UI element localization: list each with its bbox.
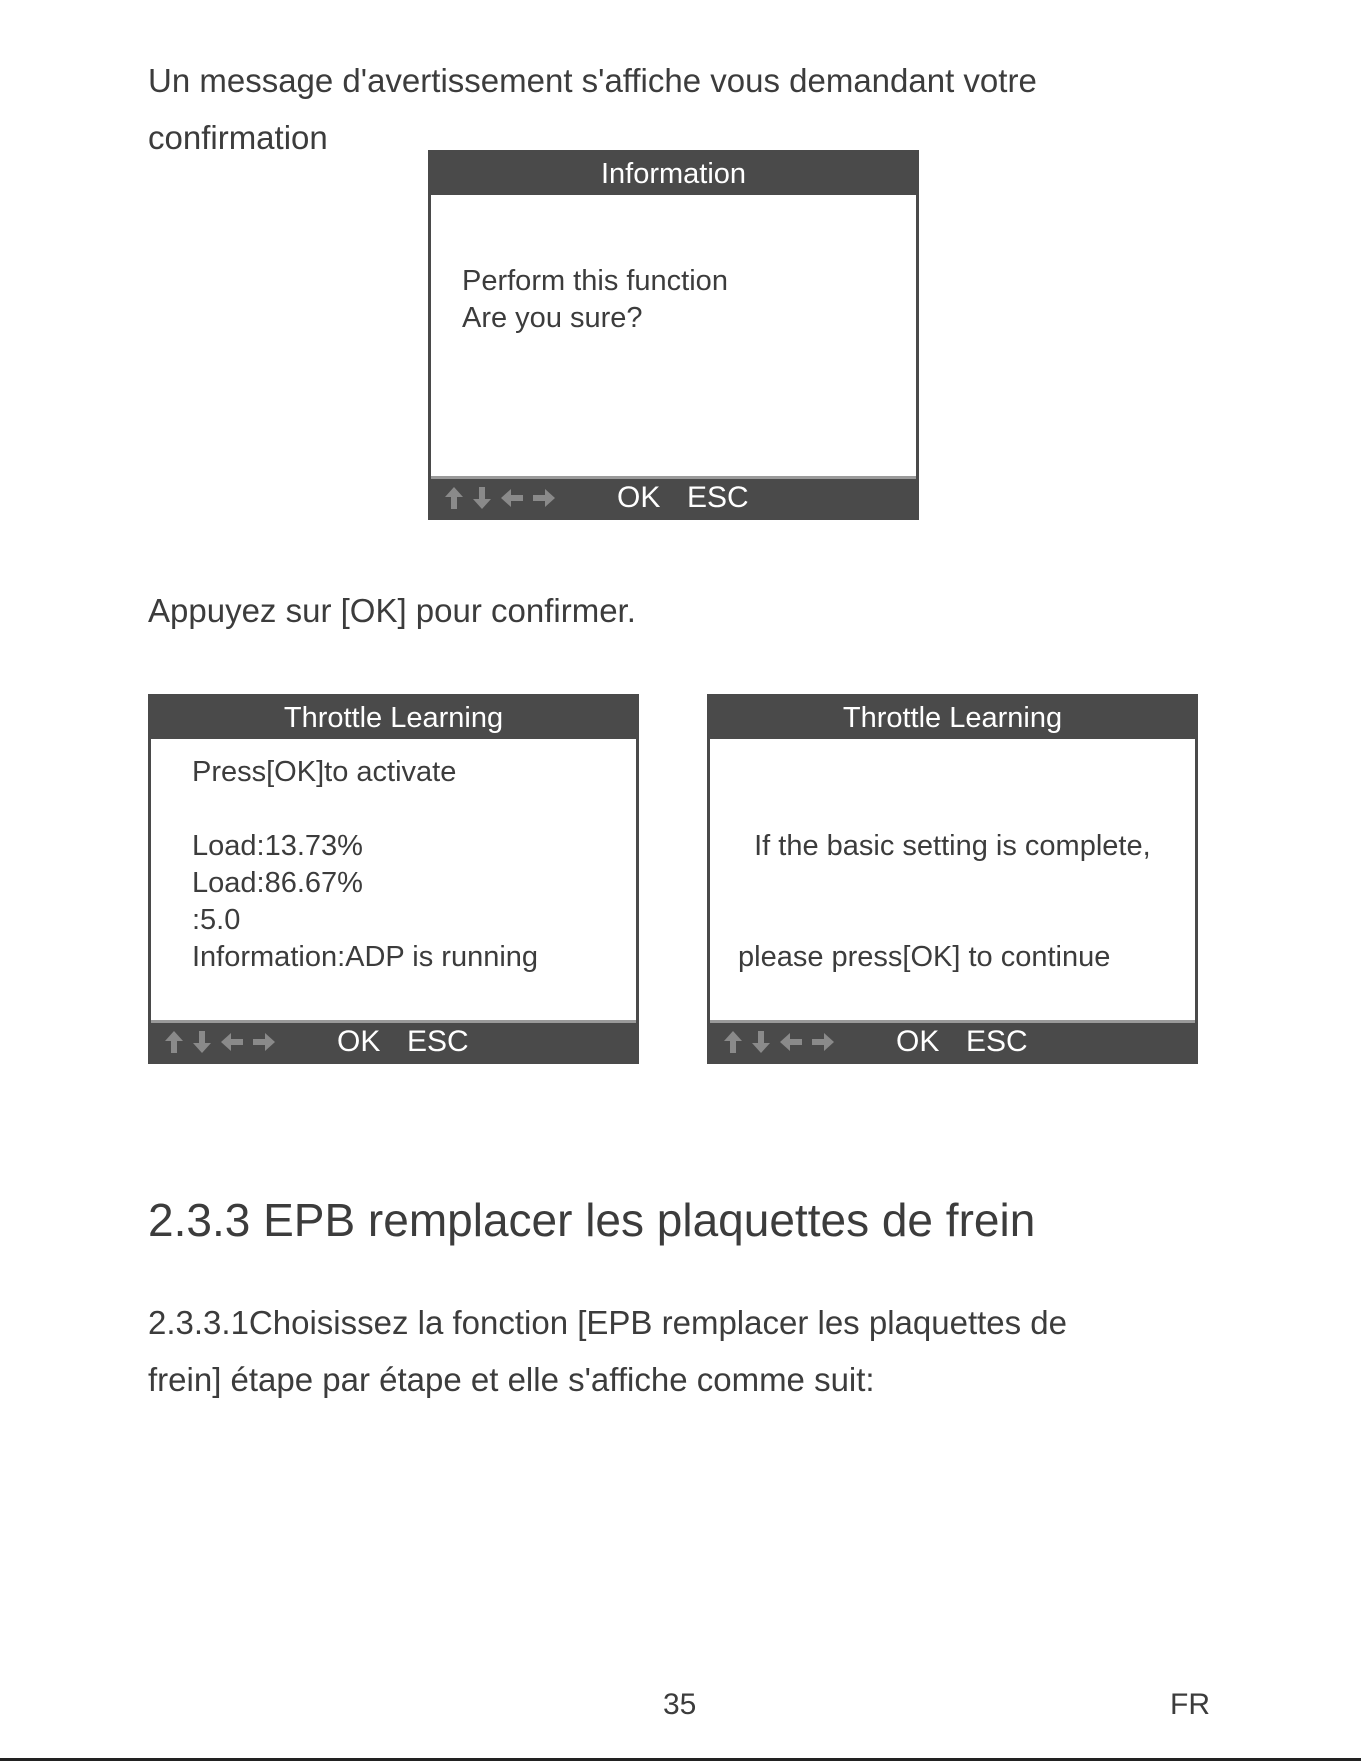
screen-content xyxy=(151,742,636,1019)
section-para-line-2: frein] étape par étape et elle s'affiche comme suit: xyxy=(148,1361,875,1398)
ok-button[interactable]: OK xyxy=(896,1025,940,1058)
content-line xyxy=(192,791,636,828)
arrow-right-icon[interactable] xyxy=(810,1031,836,1053)
arrow-up-icon[interactable] xyxy=(722,1029,744,1055)
arrow-left-icon[interactable] xyxy=(219,1031,245,1053)
arrow-left-icon[interactable] xyxy=(499,487,525,509)
navigation-arrows xyxy=(443,479,557,517)
arrow-up-icon[interactable] xyxy=(443,485,465,511)
esc-button[interactable]: ESC xyxy=(966,1025,1028,1058)
section-heading: 2.3.3 EPB remplacer les plaquettes de frein xyxy=(148,1194,1036,1246)
navigation-arrows xyxy=(722,1023,836,1061)
arrow-right-icon[interactable] xyxy=(531,487,557,509)
screen-title: Throttle Learning xyxy=(710,697,1195,739)
screen-content xyxy=(710,742,1195,1019)
content-line: Information:ADP is running xyxy=(192,941,539,973)
arrow-right-icon[interactable] xyxy=(251,1031,277,1053)
content-line: Perform this function xyxy=(462,265,728,297)
arrow-down-icon[interactable] xyxy=(471,485,493,511)
ok-button[interactable]: OK xyxy=(617,481,661,514)
throttle-learning-screen-2 xyxy=(707,694,1198,1064)
confirm-instruction: Appuyez sur [OK] pour confirmer. xyxy=(148,592,636,629)
arrow-down-icon[interactable] xyxy=(191,1029,213,1055)
esc-button[interactable]: ESC xyxy=(687,481,749,514)
screen-footer-bar xyxy=(151,1020,636,1061)
screen-content xyxy=(431,198,916,475)
intro-line-1: Un message d'avertissement s'affiche vous demandant votre xyxy=(148,62,1037,99)
arrow-up-icon[interactable] xyxy=(163,1029,185,1055)
esc-button[interactable]: ESC xyxy=(407,1025,469,1058)
content-line: If the basic setting is complete, xyxy=(738,830,1151,862)
navigation-arrows xyxy=(163,1023,277,1061)
information-dialog-screen xyxy=(428,150,919,520)
section-para-line-1: 2.3.3.1Choisissez la fonction [EPB remplacer les plaquettes de xyxy=(148,1304,1068,1341)
screen-footer-bar xyxy=(431,476,916,517)
content-line: Are you sure? xyxy=(462,302,643,334)
ok-button[interactable]: OK xyxy=(337,1025,381,1058)
content-line: please press[OK] to continue xyxy=(738,941,1111,973)
throttle-learning-screen-1 xyxy=(148,694,639,1064)
arrow-down-icon[interactable] xyxy=(750,1029,772,1055)
content-line: Load:86.67% xyxy=(192,867,363,899)
content-line: Press[OK]to activate xyxy=(192,756,457,788)
intro-line-2: confirmation xyxy=(148,119,328,156)
content-line: :5.0 xyxy=(192,904,241,936)
content-line: Load:13.73% xyxy=(192,830,363,862)
language-code: FR xyxy=(1170,1688,1210,1721)
page-number: 35 xyxy=(663,1688,697,1721)
screen-footer-bar xyxy=(710,1020,1195,1061)
screen-title: Throttle Learning xyxy=(151,697,636,739)
screen-title: Information xyxy=(431,153,916,195)
arrow-left-icon[interactable] xyxy=(778,1031,804,1053)
